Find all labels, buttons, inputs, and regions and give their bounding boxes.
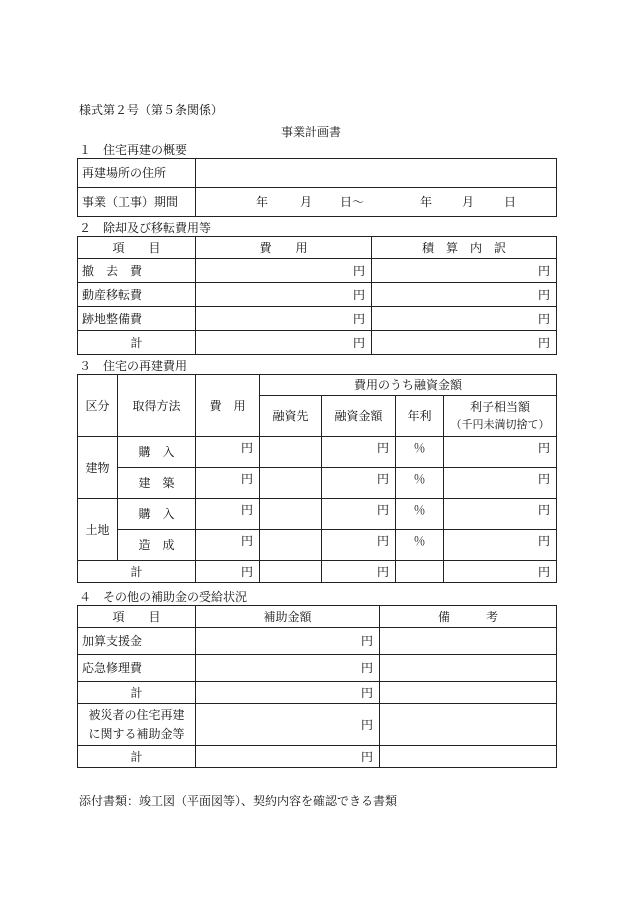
amount-emergency-repair[interactable]: 円: [196, 655, 380, 682]
col-breakdown: 積 算 内 訳: [372, 237, 557, 259]
rate-land-purchase[interactable]: ％: [396, 499, 444, 530]
amount-total[interactable]: 円: [196, 746, 380, 768]
col-loan-group: 費用のうち融資金額: [260, 375, 557, 396]
rate-building-build[interactable]: ％: [396, 468, 444, 499]
address-field[interactable]: [196, 159, 557, 188]
breakdown-moving[interactable]: 円: [372, 283, 557, 307]
col-item: 項 目: [78, 606, 196, 628]
row-other-subsidy-line2: に関する補助金等: [88, 726, 185, 741]
col-loan-amount: 融資金額: [322, 396, 396, 437]
remarks-emergency-repair[interactable]: [380, 655, 557, 682]
col-interest-line2: （千円未満切捨て）: [450, 418, 550, 431]
row-site-prep: 跡地整備費: [78, 307, 196, 331]
col-remarks: 備 考: [380, 606, 557, 628]
overview-table: [77, 158, 557, 217]
rebuild-total-lender[interactable]: [260, 561, 322, 583]
row-emergency-repair: 応急修理費: [78, 655, 196, 682]
interest-building-build[interactable]: 円: [444, 468, 557, 499]
period-day-start: 日～: [340, 195, 365, 209]
method-land-purchase: 購 入: [118, 499, 196, 530]
cost-building-build[interactable]: 円: [196, 468, 260, 499]
col-method: 取得方法: [118, 375, 196, 437]
amount-other-subsidy[interactable]: 円: [196, 704, 380, 746]
period-field[interactable]: [196, 188, 557, 217]
lender-building-build[interactable]: [260, 468, 322, 499]
lender-land-develop[interactable]: [260, 530, 322, 561]
period-month-start: 月: [300, 195, 313, 209]
interest-land-purchase[interactable]: 円: [444, 499, 557, 530]
method-building-purchase: 購 入: [118, 437, 196, 468]
cost-moving[interactable]: 円: [196, 283, 372, 307]
subsidy-table: [77, 605, 557, 768]
section1-heading: １ 住宅再建の概要: [79, 143, 188, 157]
col-category: 区分: [78, 375, 118, 437]
rebuild-total-label: 計: [78, 561, 196, 583]
section4-heading: ４ その他の補助金の受給状況: [79, 590, 248, 604]
interest-land-develop[interactable]: 円: [444, 530, 557, 561]
period-year-start: 年: [256, 195, 269, 209]
remarks-other-subsidy[interactable]: [380, 704, 557, 746]
row-moving: 動産移転費: [78, 283, 196, 307]
form-number: 様式第２号（第５条関係）: [79, 103, 224, 117]
rate-building-purchase[interactable]: ％: [396, 437, 444, 468]
group-land: 土地: [78, 499, 118, 561]
lender-building-purchase[interactable]: [260, 437, 322, 468]
rebuild-total-interest[interactable]: 円: [444, 561, 557, 583]
loan-land-develop[interactable]: 円: [322, 530, 396, 561]
col-lender: 融資先: [260, 396, 322, 437]
group-building: 建物: [78, 437, 118, 499]
cost-demolition[interactable]: 円: [196, 259, 372, 283]
interest-building-purchase[interactable]: 円: [444, 437, 557, 468]
removal-cost-table: [77, 236, 557, 355]
row-other-subsidy-line1: 被災者の住宅再建: [88, 707, 185, 722]
row-total: 計: [78, 331, 196, 355]
amount-subtotal[interactable]: 円: [196, 682, 380, 704]
row-total: 計: [78, 746, 196, 768]
rebuild-total-loan[interactable]: 円: [322, 561, 396, 583]
row-demolition: 撤 去 費: [78, 259, 196, 283]
loan-land-purchase[interactable]: 円: [322, 499, 396, 530]
rate-land-develop[interactable]: ％: [396, 530, 444, 561]
row-other-subsidy: [78, 704, 196, 746]
col-cost: 費 用: [196, 237, 372, 259]
section2-heading: ２ 除却及び移転費用等: [79, 221, 212, 235]
rebuild-total-cost[interactable]: 円: [196, 561, 260, 583]
cost-land-purchase[interactable]: 円: [196, 499, 260, 530]
cost-total[interactable]: 円: [196, 331, 372, 355]
period-month-end: 月: [462, 195, 475, 209]
col-cost: 費 用: [196, 375, 260, 437]
amount-additional-support[interactable]: 円: [196, 628, 380, 655]
loan-building-build[interactable]: 円: [322, 468, 396, 499]
period-label: 事業（工事）期間: [78, 188, 196, 217]
method-land-develop: 造 成: [118, 530, 196, 561]
row-subtotal: 計: [78, 682, 196, 704]
remarks-total[interactable]: [380, 746, 557, 768]
remarks-additional-support[interactable]: [380, 628, 557, 655]
rebuild-total-rate[interactable]: [396, 561, 444, 583]
col-interest-line1: 利子相当額: [470, 400, 531, 414]
section3-heading: ３ 住宅の再建費用: [79, 359, 188, 373]
address-label: 再建場所の住所: [78, 159, 196, 188]
col-item: 項 目: [78, 237, 196, 259]
col-rate: 年利: [396, 396, 444, 437]
breakdown-site-prep[interactable]: 円: [372, 307, 557, 331]
col-subsidy-amount: 補助金額: [196, 606, 380, 628]
col-interest: [444, 396, 557, 437]
period-year-end: 年: [420, 195, 433, 209]
method-building-build: 建 築: [118, 468, 196, 499]
breakdown-total[interactable]: 円: [372, 331, 557, 355]
rebuild-cost-table: [77, 374, 557, 583]
lender-land-purchase[interactable]: [260, 499, 322, 530]
document-title: 事業計画書: [281, 125, 342, 139]
breakdown-demolition[interactable]: 円: [372, 259, 557, 283]
cost-site-prep[interactable]: 円: [196, 307, 372, 331]
cost-building-purchase[interactable]: 円: [196, 437, 260, 468]
loan-building-purchase[interactable]: 円: [322, 437, 396, 468]
attachments-note: 添付書類：竣工図（平面図等）、契約内容を確認できる書類: [79, 794, 398, 808]
cost-land-develop[interactable]: 円: [196, 530, 260, 561]
row-additional-support: 加算支援金: [78, 628, 196, 655]
remarks-subtotal[interactable]: [380, 682, 557, 704]
period-day-end: 日: [504, 195, 517, 209]
